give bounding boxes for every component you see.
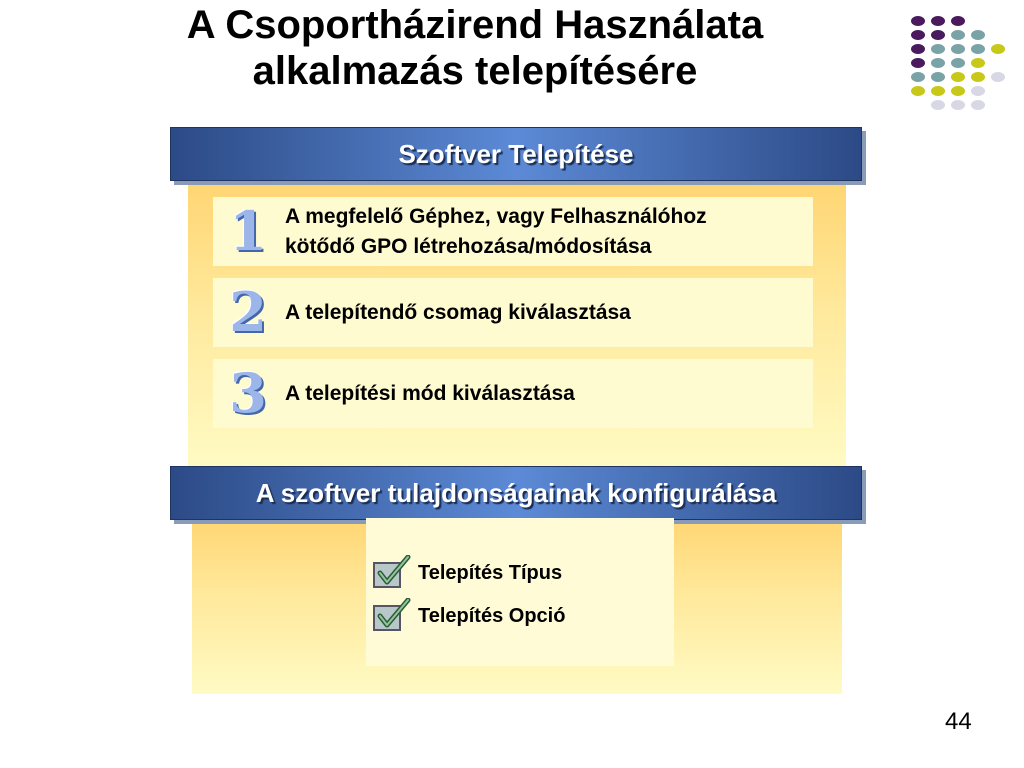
dot [971, 58, 985, 68]
dot [931, 58, 945, 68]
step-1 [213, 197, 813, 266]
dot [911, 44, 925, 54]
config-section-header [170, 466, 862, 520]
config-section-title: A szoftver tulajdonságainak konfigurálása [255, 477, 777, 508]
dot [951, 58, 965, 68]
step-text-3 [283, 379, 813, 409]
install-section-header [170, 127, 862, 181]
checklist-item [372, 598, 565, 634]
checklist-panel [366, 518, 674, 666]
checklist-item [372, 555, 562, 591]
step-2-line-1: A telepítendő csomag kiválasztása [285, 300, 631, 324]
checkmark-icon [372, 598, 412, 634]
step-number-1: 1 [229, 199, 267, 263]
dot [931, 30, 945, 40]
step-number-3: 3 [229, 361, 267, 425]
decorative-dot-grid [905, 12, 1024, 112]
dot [951, 16, 965, 26]
step-1-line-2: kötődő GPO létrehozása/módosítása [285, 234, 652, 258]
dot [951, 86, 965, 96]
step-number-2: 2 [229, 280, 267, 344]
dot [911, 86, 925, 96]
dot [971, 100, 985, 110]
dot [951, 44, 965, 54]
dot [971, 72, 985, 82]
dot [931, 86, 945, 96]
install-section-title: Szoftver Telepítése [398, 138, 634, 169]
title-line-1: A Csoportházirend Használata [186, 3, 764, 47]
dot [971, 30, 985, 40]
dot [931, 44, 945, 54]
step-1-line-1: A megfelelő Géphez, vagy Felhasználóhoz [285, 204, 707, 228]
checklist-label-install-option: Telepítés Opció [418, 604, 566, 627]
dot [951, 30, 965, 40]
slide-title [100, 2, 850, 94]
dot [911, 72, 925, 82]
checklist-label-install-type: Telepítés Típus [418, 561, 563, 584]
step-3-line-1: A telepítési mód kiválasztása [285, 381, 575, 405]
dot [971, 86, 985, 96]
dot [951, 72, 965, 82]
dot [931, 72, 945, 82]
dot [911, 30, 925, 40]
dot [951, 100, 965, 110]
step-2 [213, 278, 813, 347]
dot [971, 44, 985, 54]
dot [991, 72, 1005, 82]
dot [911, 16, 925, 26]
step-text-1 [283, 202, 813, 262]
dot [931, 100, 945, 110]
step-text-2 [283, 298, 813, 328]
dot [991, 44, 1005, 54]
checkmark-icon [372, 555, 412, 591]
title-line-2: alkalmazás telepítésére [252, 49, 698, 93]
step-3 [213, 359, 813, 428]
dot [931, 16, 945, 26]
page-number: 44 [945, 708, 972, 735]
dot [911, 58, 925, 68]
